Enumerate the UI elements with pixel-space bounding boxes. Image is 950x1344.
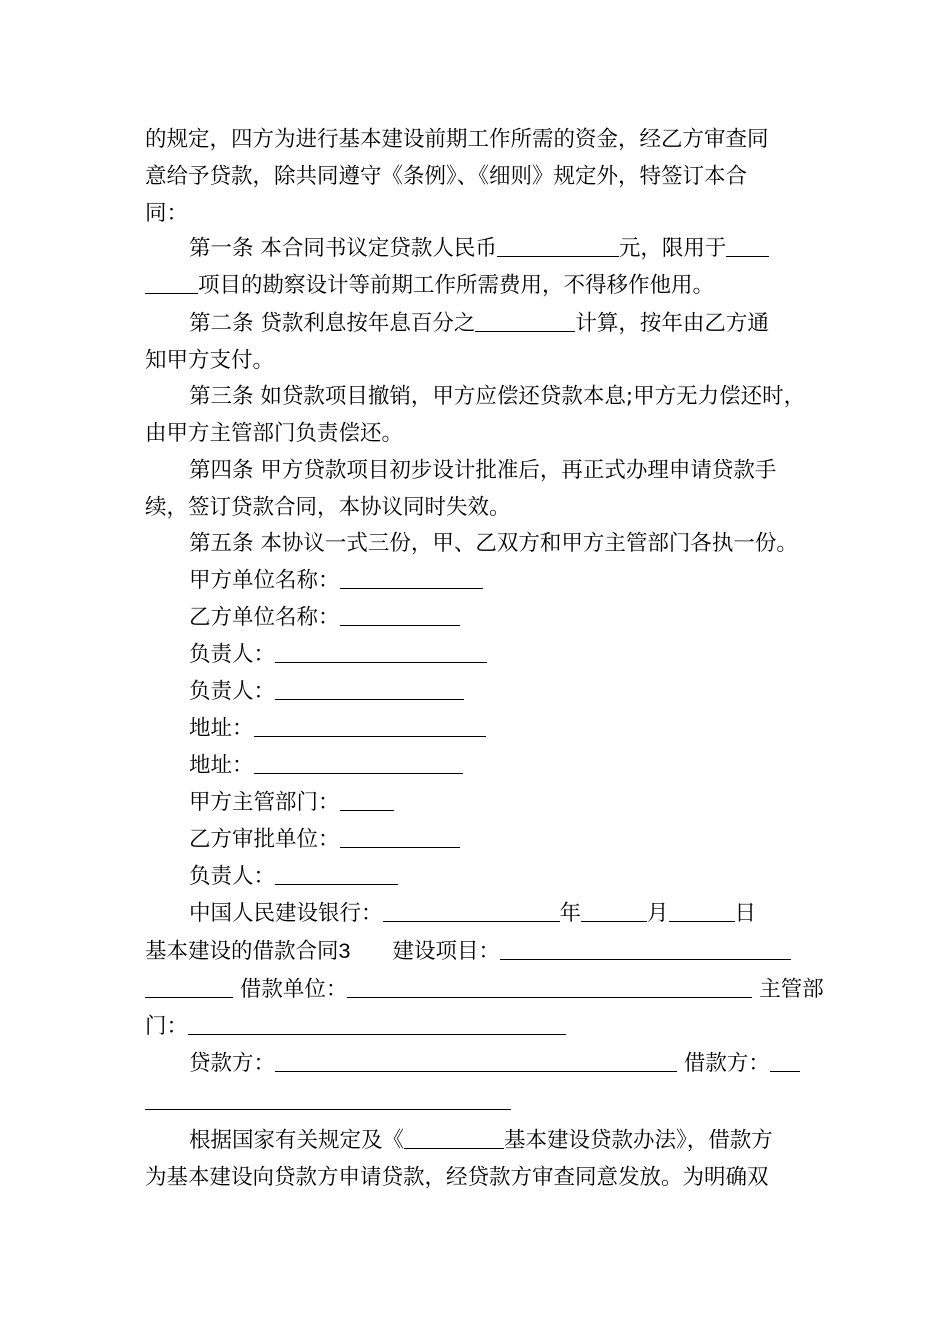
field-label: 地址：: [189, 716, 254, 741]
field-responsible-2: [189, 673, 464, 710]
dept-line: [145, 1008, 566, 1045]
field-party-b-approval: [189, 821, 460, 858]
field-label: 负责人：: [189, 679, 276, 704]
address-1-blank: [254, 715, 486, 736]
address-2-blank: [254, 752, 463, 773]
text-line: [145, 158, 747, 195]
project-name-blank-cont: [145, 976, 233, 997]
final-text-a: 根据国家有关规定及《: [189, 1128, 405, 1153]
field-label: 地址：: [189, 753, 254, 778]
interest-blank: [475, 310, 575, 331]
article-4-line-2: [145, 489, 511, 526]
article-2-line-2: [145, 342, 274, 379]
day-label: 日: [734, 901, 757, 926]
text-line: [145, 121, 769, 158]
article-5-line: [189, 525, 798, 562]
year-label: 年: [559, 901, 582, 926]
field-address-2: [189, 747, 463, 784]
month-label: 月: [647, 901, 669, 926]
bank-blank: [383, 900, 560, 921]
dept-label-cont: 门：: [145, 1014, 189, 1039]
borrower-blank: [770, 1050, 800, 1071]
field-responsible-3: [189, 858, 398, 895]
lender-label: 贷款方：: [189, 1051, 276, 1076]
article-4-text: 第四条 甲方贷款项目初步设计批准后，再正式办理申请贷款手: [189, 458, 777, 483]
field-party-b-name: [189, 599, 460, 636]
field-party-a-dept: [189, 784, 394, 821]
lender-blank: [275, 1050, 677, 1071]
article-1-line: [189, 230, 769, 267]
field-label: 乙方单位名称：: [189, 605, 340, 630]
article-3-line: [189, 378, 805, 415]
field-party-a-name: [189, 562, 483, 599]
field-label: 乙方审批单位：: [189, 827, 340, 852]
responsible-3-blank: [275, 863, 398, 884]
dept-label: 主管部: [759, 977, 824, 1002]
field-responsible-1: [189, 636, 487, 673]
borrower-unit-label: 借款单位：: [239, 977, 348, 1002]
intro-line-2: 意给予贷款，除共同遵守《条例》、《细则》规定外，特签订本合: [145, 164, 748, 189]
amount-blank: [497, 235, 619, 256]
borrower-unit-line: [145, 971, 824, 1008]
article-2-line: [189, 305, 769, 342]
bank-label: 中国人民建设银行：: [189, 901, 383, 926]
article-1-text: 第一条 本合同书议定贷款人民币: [189, 236, 497, 261]
article-2-text-c: 知甲方支付。: [145, 348, 275, 373]
month-blank: [581, 900, 647, 921]
day-blank: [669, 900, 735, 921]
field-label: 甲方单位名称：: [189, 568, 340, 593]
final-text-c: 为基本建设向贷款方申请贷款，经贷款方审查同意发放。为明确双: [145, 1165, 769, 1190]
field-address-1: [189, 710, 486, 747]
bank-date-line: [189, 895, 756, 932]
field-label: 甲方主管部门：: [189, 790, 340, 815]
borrower-blank-cont: [145, 1088, 511, 1109]
final-para-line-1: [189, 1122, 773, 1159]
field-label: 负责人：: [189, 642, 276, 667]
article-3-line-2: [145, 415, 403, 452]
article-4-line: [189, 452, 776, 489]
article-2-text: 第二条 贷款利息按年息百分之: [189, 311, 476, 336]
responsible-1-blank: [275, 641, 487, 662]
borrower-blank-line: [145, 1083, 511, 1120]
project-blank-cont: [145, 272, 198, 293]
field-label: 负责人：: [189, 864, 276, 889]
article-1-text-c: 项目的勘察设计等前期工作所需费用，不得移作他用。: [198, 273, 715, 298]
regulation-blank: [404, 1127, 504, 1148]
contract-3-title-line: [145, 933, 791, 970]
article-3-text: 第三条 如贷款项目撤销，甲方应偿还贷款本息;甲方无力偿还时，: [189, 384, 806, 409]
responsible-2-blank: [275, 678, 464, 699]
article-5-text: 第五条 本协议一式三份，甲、乙双方和甲方主管部门各执一份。: [189, 531, 798, 556]
contract-title: 基本建设的借款合同: [145, 939, 339, 964]
party-b-approval-blank: [340, 826, 460, 847]
article-4-text-b: 续，签订贷款合同，本协议同时失效。: [145, 495, 511, 520]
text-line: [145, 195, 188, 232]
borrower-label: 借款方：: [683, 1051, 770, 1076]
contract-number: 3: [338, 939, 351, 963]
borrower-unit-blank: [347, 976, 752, 997]
party-b-name-blank: [340, 604, 460, 625]
party-a-dept-blank: [340, 789, 394, 810]
final-text-b: 基本建设贷款办法》，借款方: [504, 1128, 773, 1153]
intro-line-1: 的规定，四方为进行基本建设前期工作所需的资金，经乙方审查同: [145, 127, 769, 152]
party-a-name-blank: [340, 567, 483, 588]
project-blank: [726, 235, 769, 256]
intro-line-3: 同：: [145, 201, 189, 226]
article-1-line-2: [145, 267, 714, 304]
final-para-line-2: [145, 1159, 769, 1196]
article-2-text-b: 计算，按年由乙方通: [575, 311, 769, 336]
project-name-blank: [500, 938, 791, 959]
lender-borrower-line: [189, 1045, 800, 1082]
article-1-text-b: 元，限用于: [618, 236, 727, 261]
project-label: 建设项目：: [392, 939, 500, 964]
article-3-text-b: 由甲方主管部门负责偿还。: [145, 421, 404, 446]
dept-blank: [188, 1013, 566, 1034]
